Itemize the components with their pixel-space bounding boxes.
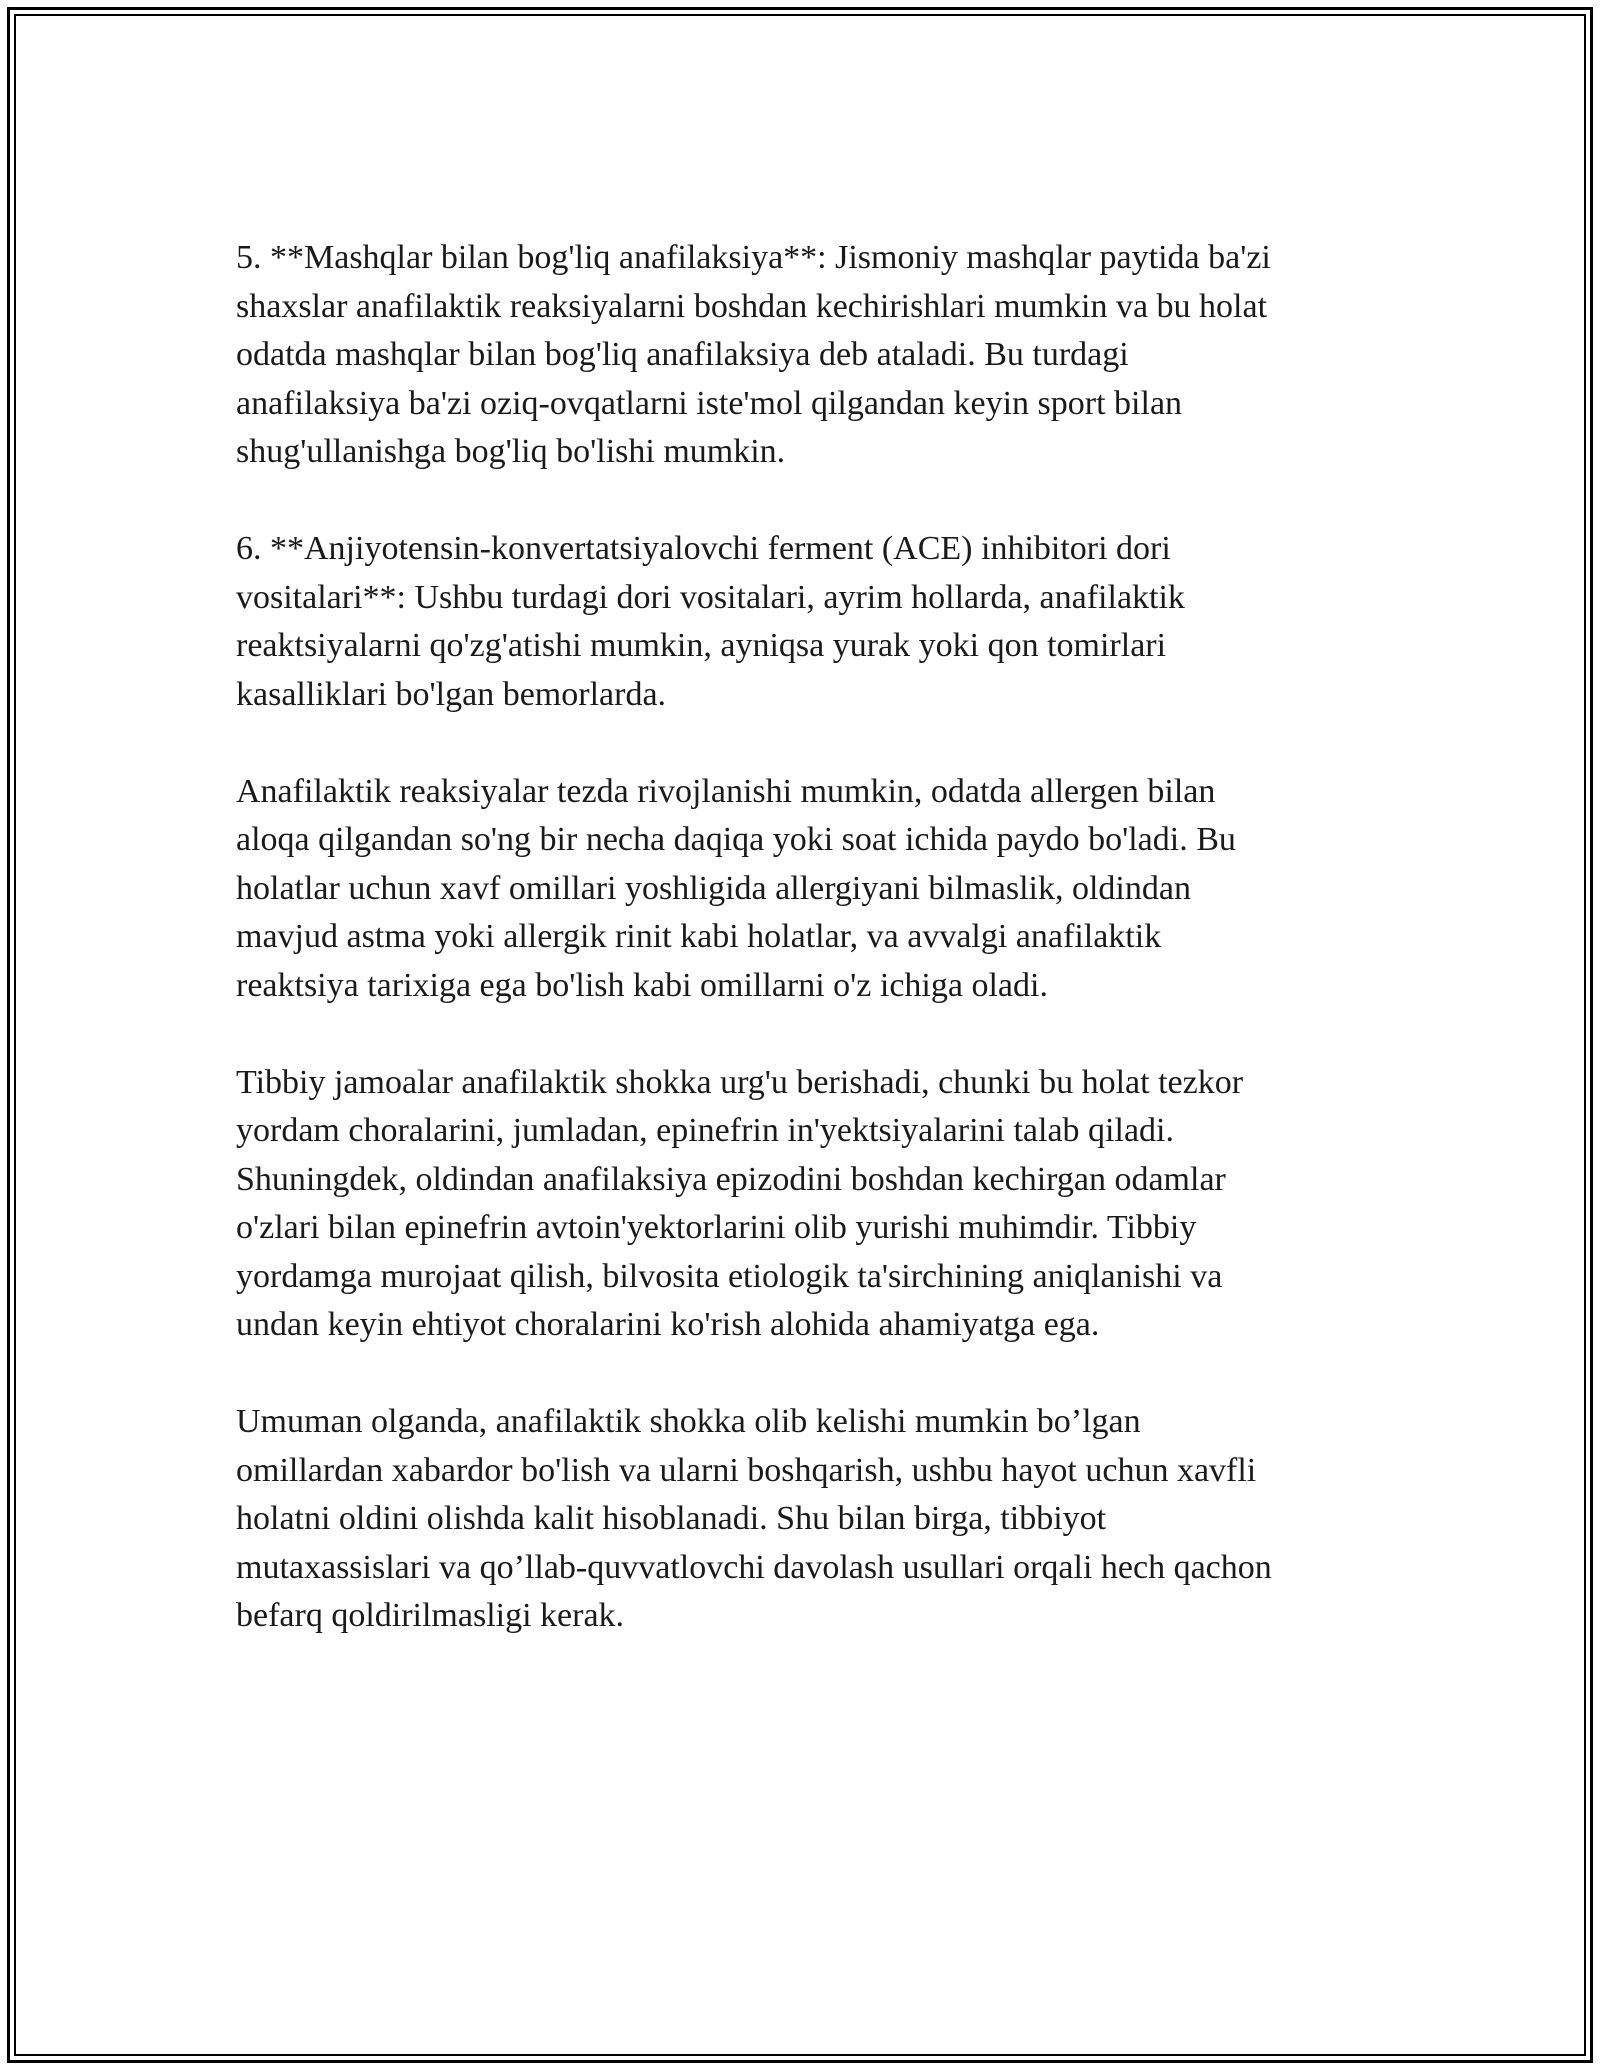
paragraph-ace-inhibitors: 6. **Anjiyotensin-konvertatsiyalovchi ferment (ACE) inhibitori dori vositalari**: Ushbu turdagi dori vositalari, ayrim hollarda, anafilaktik reaktsiyalarni qo'zg'atishi mumkin, ayniqsa yurak yoki qon tomirlari kasalliklari bo'lgan bemorlarda. [236, 530, 1185, 713]
paragraph-risk-factors: Anafilaktik reaksiyalar tezda rivojlanishi mumkin, odatda allergen bilan aloqa qilgandan so'ng bir necha daqiqa yoki soat ichida paydo bo'ladi. Bu holatlar uchun xavf omillari yoshligida allergiyani bilmaslik, oldindan mavjud astma yoki allergik rinit kabi holatlar, va avvalgi anafilaktik reaktsiya tarixiga ega bo'lish kabi omillarni o'z ichiga oladi. [236, 772, 1236, 1004]
paragraph-conclusion: Umuman olganda, anafilaktik shokka olib kelishi mumkin bo’lgan omillardan xabardor bo'lish va ularni boshqarish, ushbu hayot uchun xavfli holatni oldini olishda kalit hisoblanadi. Shu bilan birga, tibbiyot mutaxassislari va qo’llab-quvvatlovchi davolash usullari orqali hech qachon befarq qoldirilmasligi kerak. [236, 1403, 1272, 1634]
paragraph-medical-response: Tibbiy jamoalar anafilaktik shokka urg'u berishadi, chunki bu holat tezkor yordam choralarini, jumladan, epinefrin in'yektsiyalarini talab qiladi. Shuningdek, oldindan anafilaksiya epizodini boshdan kechirgan odamlar o'zlari bilan epinefrin avtoin'yektorlarini olib yurishi muhimdir. Tibbiy yordamga murojaat qilish, bilvosita etiologik ta'sirchining aniqlanishi va undan keyin ehtiyot choralarini ko'rish alohida ahamiyatga ega. [236, 1063, 1244, 1343]
document-body [236, 234, 1366, 1689]
paragraph-exercise-anaphylaxis: 5. **Mashqlar bilan bog'liq anafilaksiya**: Jismoniy mashqlar paytida ba'zi shaxslar anafilaktik reaksiyalarni boshdan kechirishlari mumkin va bu holat odatda mashqlar bilan bog'liq anafilaksiya deb ataladi. Bu turdagi anafilaksiya ba'zi oziq-ovqatlarni iste'mol qilgandan keyin sport bilan shug'ullanishga bog'liq bo'lishi mumkin. [236, 239, 1271, 470]
